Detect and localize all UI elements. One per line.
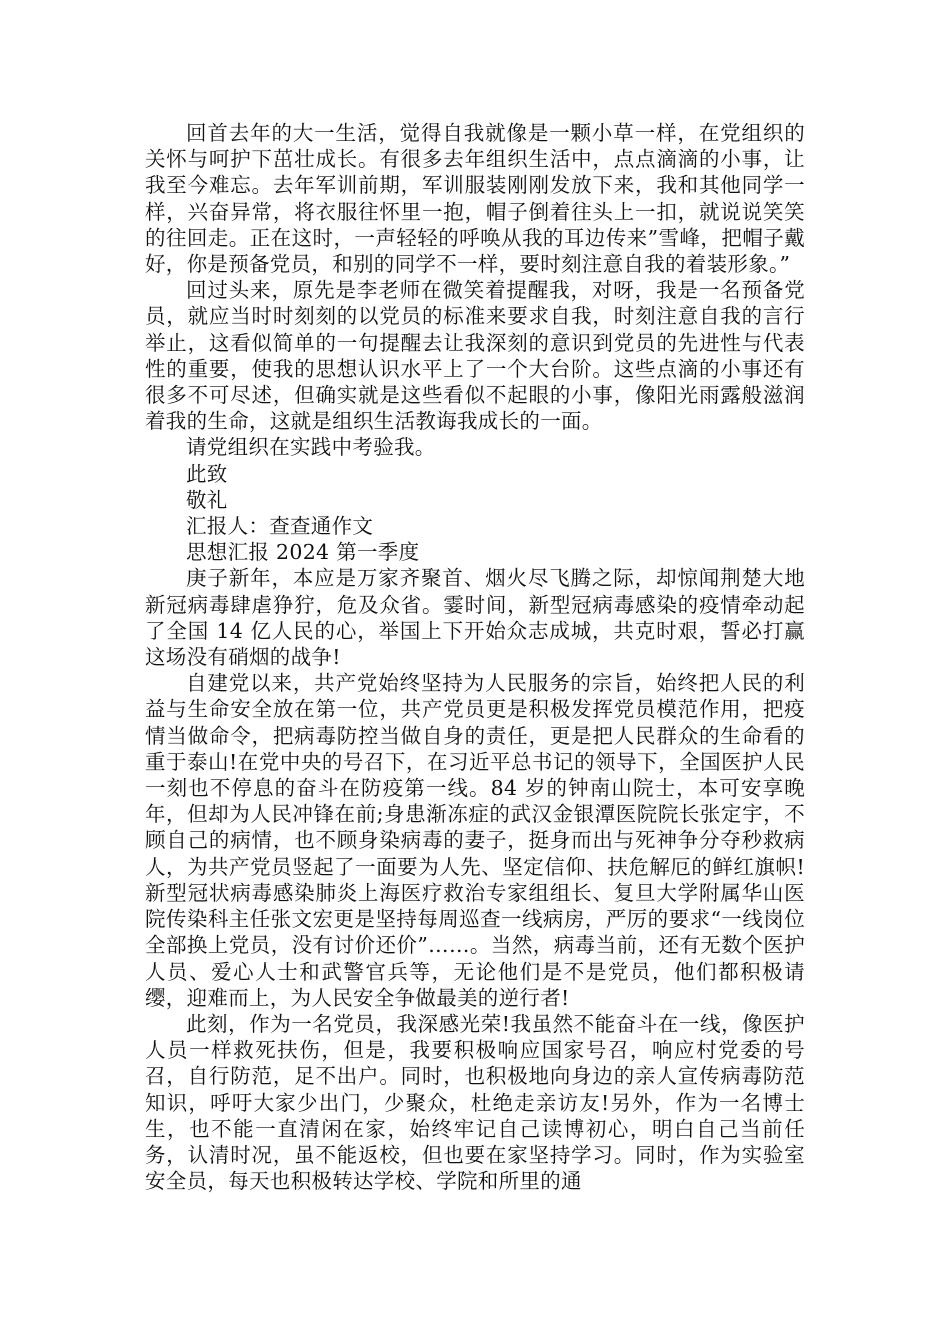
paragraph-personal-commitment: 此刻，作为一名党员，我深感光荣!我虽然不能奋斗在一线，像医护人员一样救死扶伤，但是，我要积极响应国家号召，响应村党委的号召，自行防范，足不出户。同时，也积极地向身边的亲人宣传病毒防范知识，呼吁大家少出门，少聚众，杜绝走亲访友!另外，作为一名博士生，也不能一直清闲在家，始终牢记自己读博初心，明白自己当前任务，认清时况，虽不能返校，但也要在家坚持学习。同时，作为实验室安全员，每天也积极转达学校、学院和所里的通 [145,1011,805,1194]
paragraph-first-year-recollection: 回首去年的大一生活，觉得自我就像是一颗小草一样，在党组织的关怀与呵护下茁壮成长。有很多去年组织生活中，点点滴滴的小事，让我至今难忘。去年军训前期，军训服装刚刚发放下来，我和其他同学一样，兴奋异常，将衣服往怀里一抱，帽子倒着往头上一扣，就说说笑笑的往回走。正在这时，一声轻轻的呼唤从我的耳边传来”雪峰，把帽子戴好，你是预备党员，和别的同学不一样，要时刻注意自我的着装形象。” [145,121,805,277]
closing-request-line: 请党组织在实践中考验我。 [186,435,436,460]
salutation-jingli: 敬礼 [186,487,228,512]
paragraph-new-year-epidemic: 庚子新年，本应是万家齐聚首、烟火尽飞腾之际，却惊闻荆楚大地新冠病毒肆虐狰狞，危及众省。霎时间，新型冠病毒感染的疫情牵动起了全国 14 亿人民的心，举国上下开始众志成城，共克时艰，誓必打赢这场没有硝烟的战争! [145,566,805,670]
paragraph-party-members-frontline: 自建党以来，共产党始终坚持为人民服务的宗旨，始终把人民的利益与生命安全放在第一位，共产党员更是积极发挥党员模范作用，把疫情当做命令，把病毒防控当做自身的责任，更是把人民群众的生命看的重于泰山!在党中央的号召下，在习近平总书记的领导下，全国医护人民一刻也不停息的奋斗在防疫第一线。84 岁的钟南山院士，本可安享晚年，但却为人民冲锋在前;身患渐冻症的武汉金银潭医院院长张定宇，不顾自己的病情，也不顾身染病毒的妻子，挺身而出与死神争分夺秒救病人，为共产党员竖起了一面要为人先、坚定信仰、扶危解厄的鲜红旗帜!新型冠状病毒感染肺炎上海医疗救治专家组组长、复旦大学附属华山医院传染科主任张文宏更是坚持每周巡查一线病房，严厉的要求“一线岗位全部换上党员，没有讨价还价”……。当然，病毒当前，还有无数个医护人员、爱心人士和武警官兵等，无论他们是不是党员，他们都积极请缨，迎难而上，为人民安全争做最美的逆行者! [145,671,805,1010]
document-body [145,120,805,1194]
salutation-cizhi: 此致 [186,461,228,486]
reporter-signature: 汇报人：查查通作文 [186,514,374,539]
paragraph-teacher-reminder: 回过头来，原先是李老师在微笑着提醒我，对呀，我是一名预备党员，就应当时时刻刻的以党员的标准来要求自我，时刻注意自我的言行举止，这看似简单的一句提醒去让我深刻的意识到党员的先进性与代表性的重要，使我的思想认识水平上了一个大台阶。这些点滴的小事还有很多不可尽述，但确实就是这些看似不起眼的小事，像阳光雨露般滋润着我的生命，这就是组织生活教诲我成长的一面。 [145,278,805,434]
section-heading: 思想汇报 2024 第一季度 [186,540,420,565]
